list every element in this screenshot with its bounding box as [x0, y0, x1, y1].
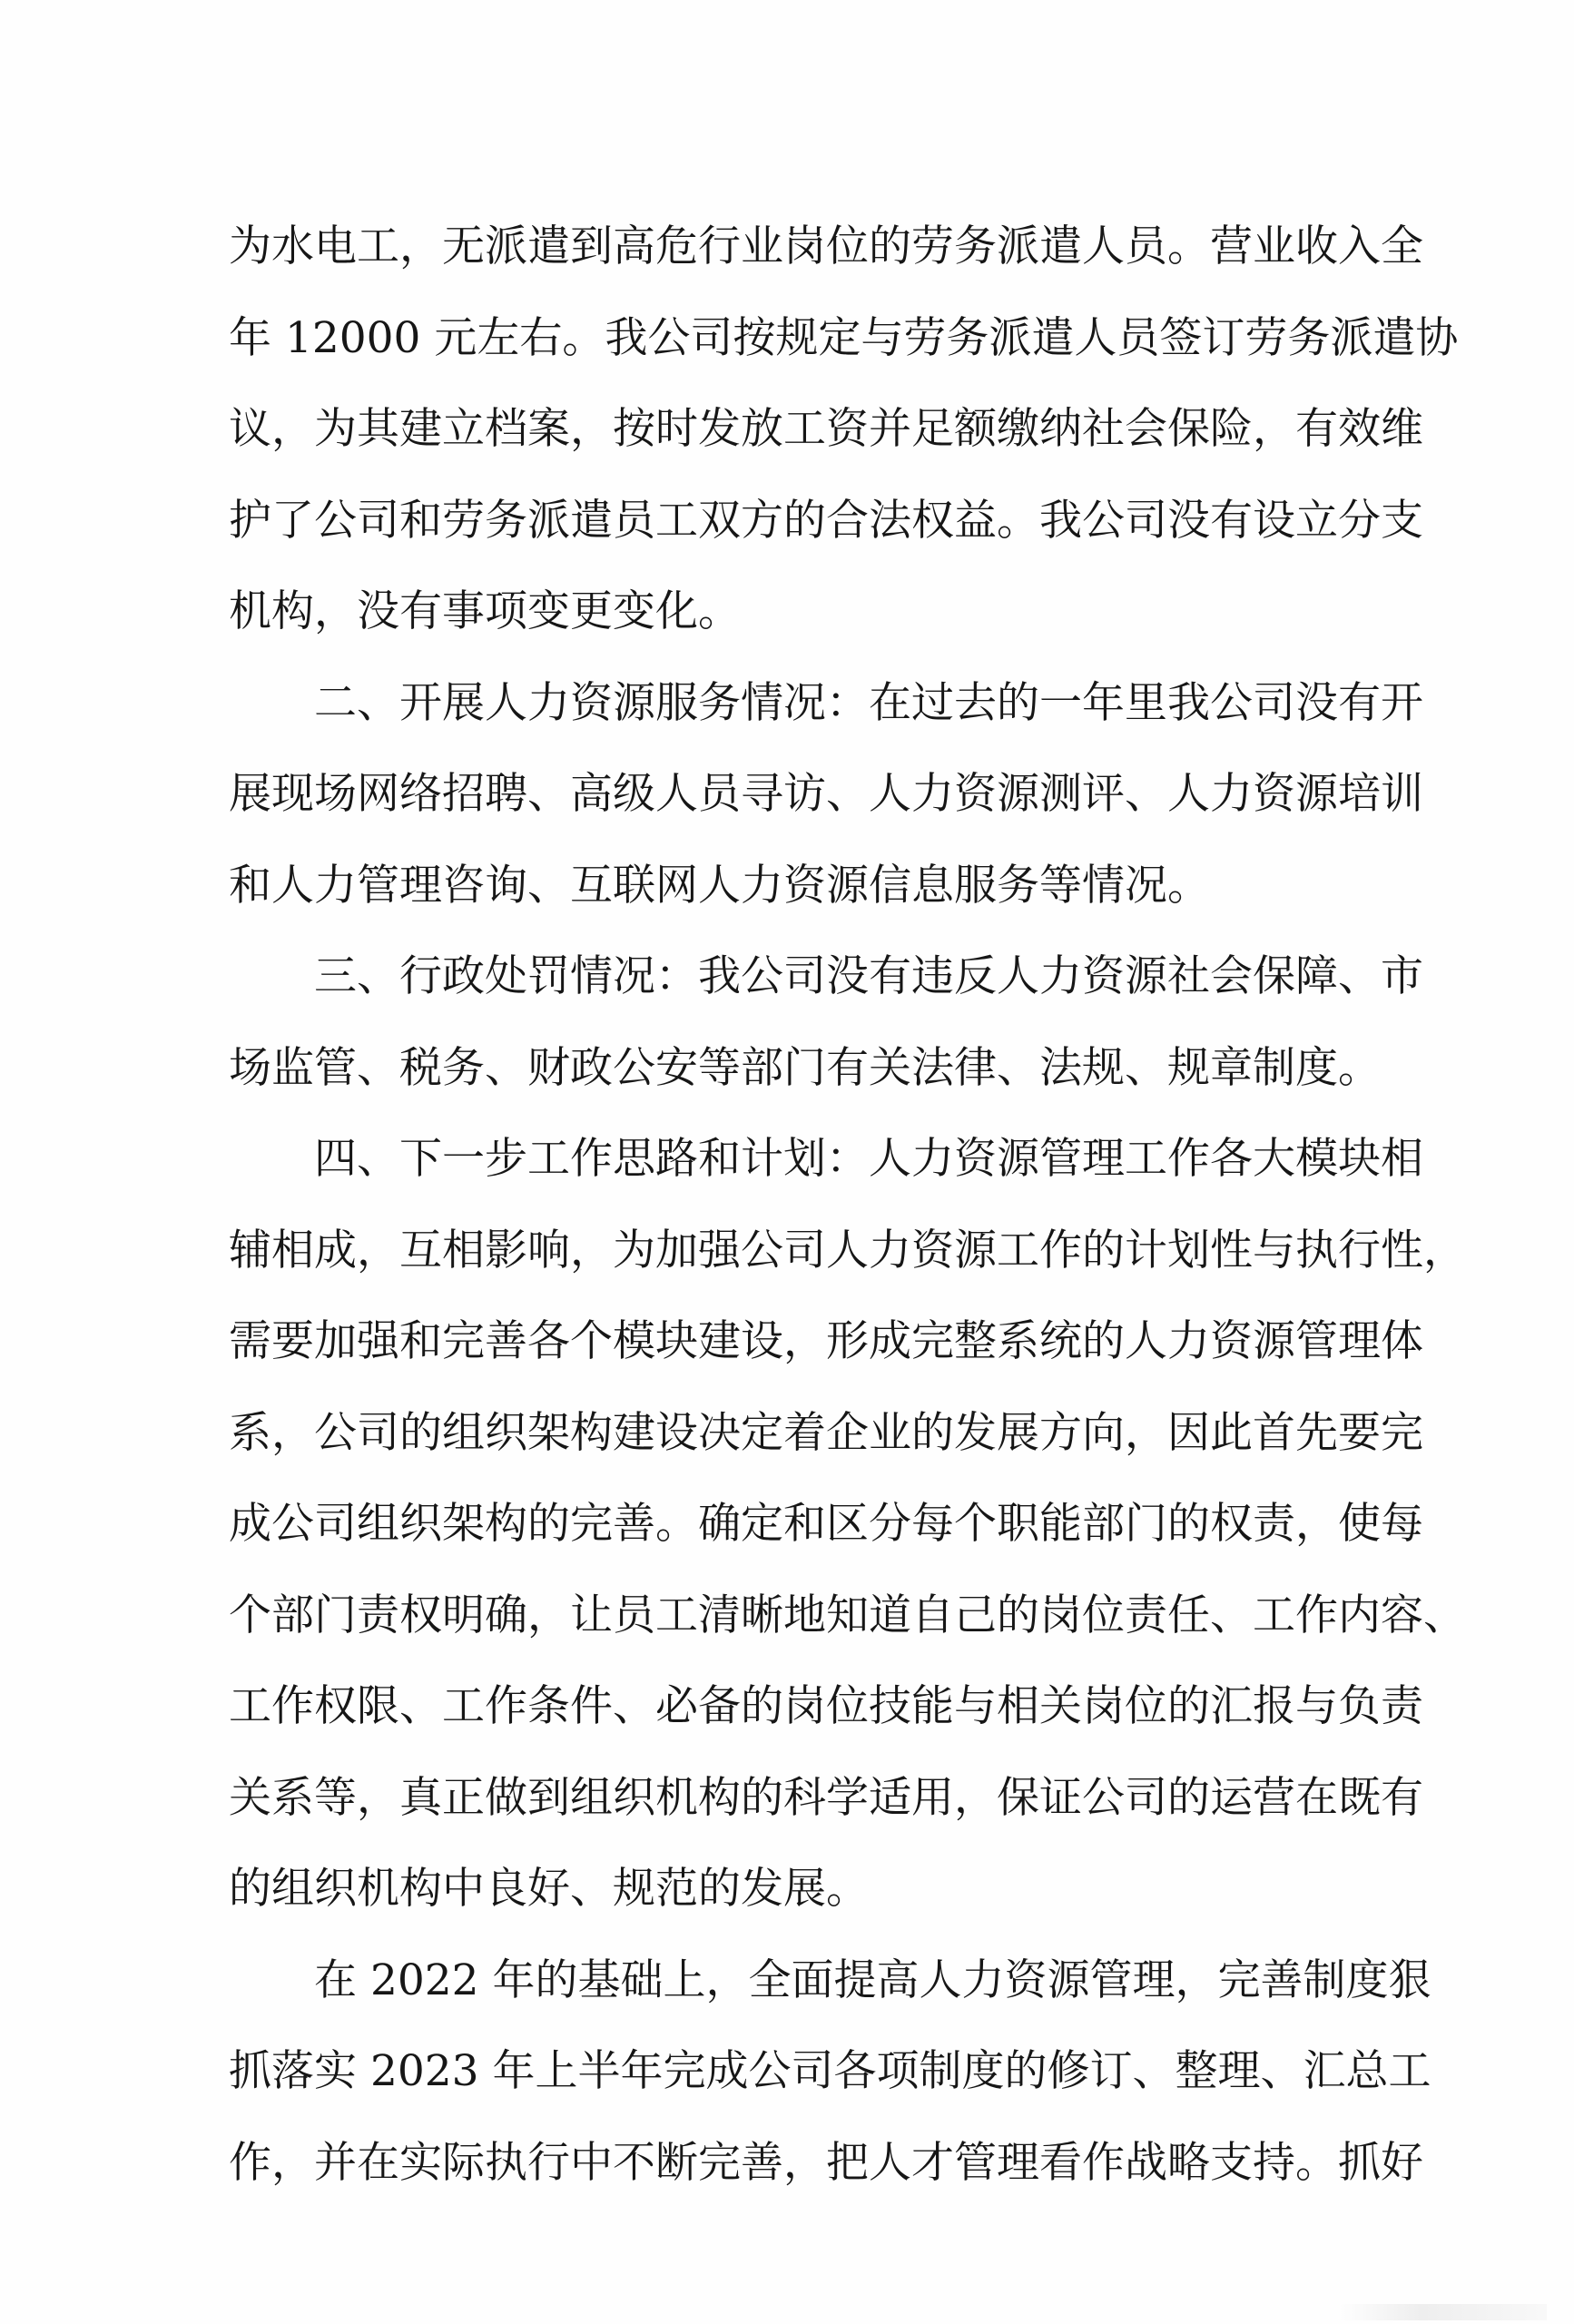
- line-text: 场监管、税务、财政公安等部门有关法律、法规、规章制度。: [229, 1042, 1381, 1093]
- line-text: 作，并在实际执行中不断完善，把人才管理看作战略支持。抓好: [229, 2137, 1423, 2188]
- text-line: [229, 749, 1423, 841]
- line-text: 护了公司和劳务派遣员工双方的合法权益。我公司没有设立分支: [229, 495, 1423, 546]
- line-text: 成公司组织架构的完善。确定和区分每个职能部门的权责，使每: [229, 1499, 1423, 1549]
- text-line: [229, 841, 1354, 932]
- paragraph-first-line: [229, 1114, 1423, 1206]
- scan-artifact: [1338, 2304, 1547, 2320]
- line-text: 机构，没有事项变更变化。: [229, 586, 741, 636]
- line-text: 工作权限、工作条件、必备的岗位技能与相关岗位的汇报与负责: [229, 1681, 1423, 1731]
- text-line: [229, 476, 1423, 567]
- text-line: [229, 566, 1354, 658]
- text-line: [229, 1844, 1354, 1935]
- paragraph-first-line: [229, 931, 1423, 1023]
- line-text: 议，为其建立档案，按时发放工资并足额缴纳社会保险，有效维: [229, 404, 1423, 454]
- line-text: 的组织机构中良好、规范的发展。: [229, 1864, 869, 1914]
- text-line: [229, 202, 1423, 293]
- line-text: 四、下一步工作思路和计划：人力资源管理工作各大模块相: [314, 1134, 1423, 1184]
- paragraph-first-line: [229, 1935, 1431, 2027]
- line-text: 关系等，真正做到组织机构的科学适用，保证公司的运营在既有: [229, 1772, 1423, 1823]
- text-line: [229, 293, 1459, 385]
- line-text: 在 2022 年的基础上，全面提高人力资源管理，完善制度狠: [314, 1955, 1431, 2005]
- line-text: 抓落实 2023 年上半年完成公司各项制度的修订、整理、汇总工: [229, 2046, 1431, 2096]
- text-line: [229, 1479, 1423, 1571]
- text-line: [229, 1661, 1423, 1753]
- line-text: 三、行政处罚情况：我公司没有违反人力资源社会保障、市: [314, 951, 1423, 1001]
- paragraph-first-line: [229, 658, 1423, 750]
- text-line: [229, 1753, 1423, 1845]
- text-line: [229, 2026, 1431, 2118]
- line-text: 系，公司的组织架构建设决定着企业的发展方向，因此首先要完: [229, 1407, 1423, 1458]
- text-line: [229, 384, 1423, 476]
- line-text: 展现场网络招聘、高级人员寻访、人力资源测评、人力资源培训: [229, 769, 1423, 819]
- line-text: 辅相成，互相影响，为加强公司人力资源工作的计划性与执行性，: [229, 1225, 1466, 1275]
- line-text: 为水电工，无派遣到高危行业岗位的劳务派遣人员。营业收入全: [229, 222, 1423, 271]
- line-text: 二、开展人力资源服务情况：在过去的一年里我公司没有开: [314, 677, 1423, 728]
- document-body: [229, 202, 1466, 2209]
- line-text: 和人力管理咨询、互联网人力资源信息服务等情况。: [229, 860, 1210, 911]
- text-line: [229, 2118, 1423, 2210]
- line-text: 需要加强和完善各个模块建设，形成完整系统的人力资源管理体: [229, 1316, 1423, 1366]
- text-line: [229, 1571, 1466, 1662]
- text-line: [229, 1023, 1381, 1115]
- text-line: [229, 1296, 1423, 1388]
- line-text: 年 12000 元左右。我公司按规定与劳务派遣人员签订劳务派遣协: [229, 312, 1459, 363]
- line-text: 个部门责权明确，让员工清晰地知道自己的岗位责任、工作内容、: [229, 1590, 1466, 1640]
- text-line: [229, 1388, 1423, 1480]
- text-line: [229, 1206, 1466, 1297]
